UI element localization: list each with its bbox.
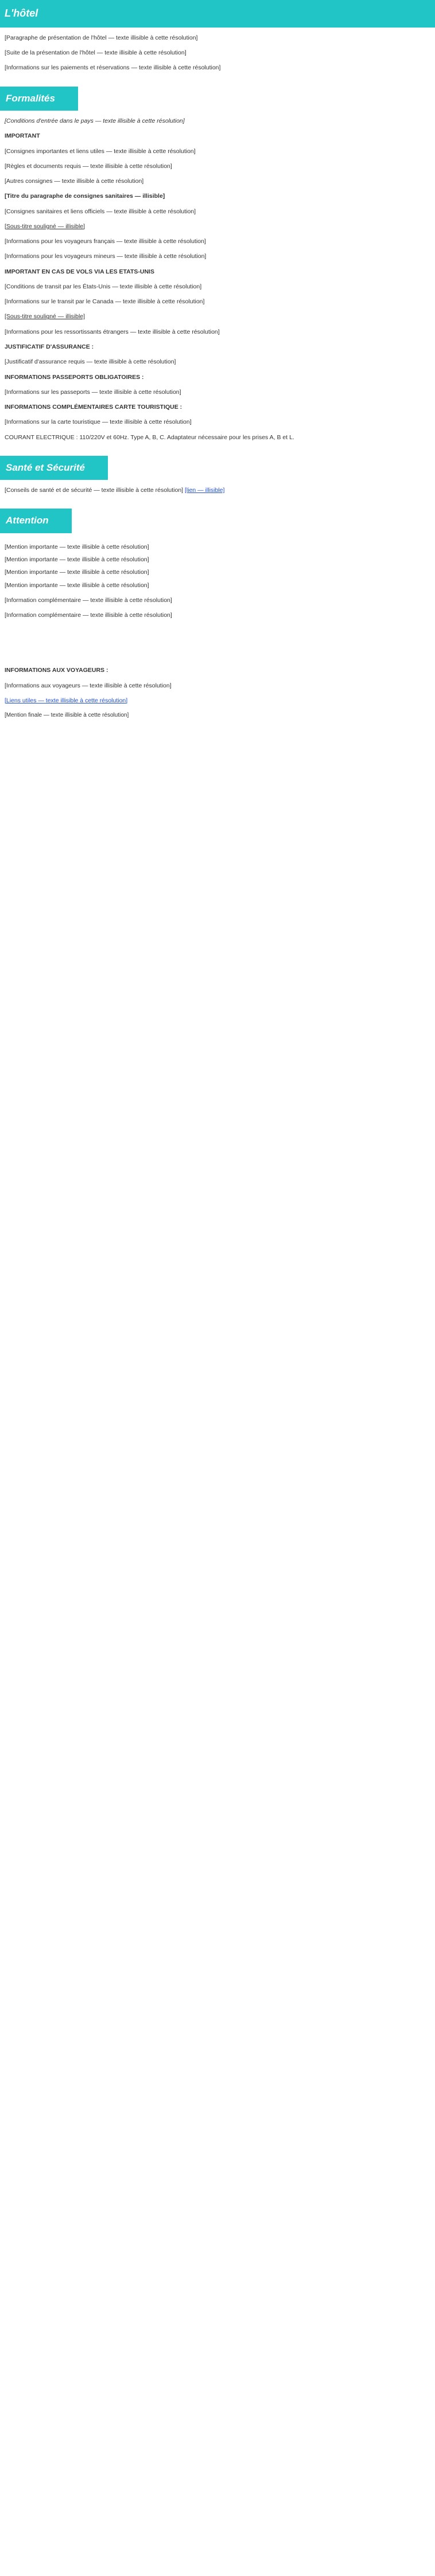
formalites-passeports-body: [Informations sur les passeports — texte illisible à cette résolution] bbox=[5, 388, 181, 396]
page bbox=[0, 0, 435, 734]
hotel-body bbox=[0, 28, 435, 87]
hotel-paragraph: [Informations sur les paiements et réservations — texte illisible à cette résolution] bbox=[5, 64, 221, 72]
section-attention bbox=[0, 509, 435, 733]
attention-item: [Mention importante — texte illisible à cette résolution] bbox=[5, 569, 149, 576]
sante-text: [Conseils de santé et de sécurité — texte illisible à cette résolution] bbox=[5, 487, 184, 494]
formalites-passeports-title: INFORMATIONS PASSEPORTS OBLIGATOIRES : bbox=[5, 373, 144, 381]
formalites-courant: COURANT ELECTRIQUE : 110/220V et 60Hz. Type A, B, C. Adaptateur nécessaire pour les prises A, B et L. bbox=[5, 433, 294, 441]
section-title-sante: Santé et Sécurité bbox=[0, 456, 108, 480]
formalites-body bbox=[0, 111, 435, 456]
sante-link[interactable]: [lien — illisible] bbox=[185, 487, 225, 494]
hotel-paragraph: [Paragraphe de présentation de l'hôtel — texte illisible à cette résolution] bbox=[5, 34, 198, 41]
hotel-paragraph: [Suite de la présentation de l'hôtel — texte illisible à cette résolution] bbox=[5, 49, 187, 57]
section-title-hotel: L'hôtel bbox=[0, 0, 435, 28]
attention-paragraph: [Information complémentaire — texte illisible à cette résolution] bbox=[5, 612, 172, 619]
attention-item: [Mention importante — texte illisible à cette résolution] bbox=[5, 581, 149, 589]
attention-spacer bbox=[5, 626, 430, 666]
attention-links-text[interactable]: [Liens utiles — texte illisible à cette résolution] bbox=[5, 697, 128, 704]
section-sante bbox=[0, 456, 435, 509]
formalites-important-rules: [Règles et documents requis — texte illisible à cette résolution] bbox=[5, 162, 172, 170]
formalites-important-title: IMPORTANT bbox=[5, 132, 40, 140]
formalites-covid-body: [Consignes sanitaires et liens officiels — texte illisible à cette résolution] bbox=[5, 208, 196, 215]
attention-body bbox=[0, 533, 435, 734]
formalites-covid-title: [Titre du paragraphe de consignes sanitaires — illisible] bbox=[5, 193, 165, 200]
attention-paragraph: [Information complémentaire — texte illisible à cette résolution] bbox=[5, 596, 172, 604]
formalites-minors: [Informations pour les voyageurs mineurs — texte illisible à cette résolution] bbox=[5, 253, 207, 260]
formalites-canada: [Informations sur le transit par le Canada — texte illisible à cette résolution] bbox=[5, 298, 205, 306]
formalites-important-body: [Consignes importantes et liens utiles — texte illisible à cette résolution] bbox=[5, 147, 196, 155]
section-formalites bbox=[0, 87, 435, 456]
formalites-important-rules-2: [Autres consignes — texte illisible à cette résolution] bbox=[5, 178, 144, 185]
attention-list bbox=[5, 542, 430, 590]
formalites-fr-body: [Informations pour les voyageurs français — texte illisible à cette résolution] bbox=[5, 238, 206, 245]
section-hotel bbox=[0, 0, 435, 87]
formalites-escale-title: IMPORTANT EN CAS DE VOLS VIA LES ETATS-UNIS bbox=[5, 268, 154, 275]
attention-item: [Mention importante — texte illisible à cette résolution] bbox=[5, 543, 149, 550]
section-title-attention: Attention bbox=[0, 509, 72, 533]
formalites-etrangers-body: [Informations pour les ressortissants étrangers — texte illisible à cette résolution] bbox=[5, 328, 220, 335]
formalites-intro: [Conditions d'entrée dans le pays — texte illisible à cette résolution] bbox=[5, 118, 185, 125]
formalites-fr-title: [Sous-titre souligné — illisible] bbox=[5, 222, 86, 230]
formalites-justificatif-title: JUSTIFICATIF D'ASSURANCE : bbox=[5, 343, 94, 351]
attention-footer: [Mention finale — texte illisible à cette résolution] bbox=[5, 712, 129, 719]
sante-body bbox=[0, 480, 435, 509]
formalites-justificatif-body: [Justificatif d'assurance requis — texte illisible à cette résolution] bbox=[5, 358, 176, 366]
sante-paragraph bbox=[5, 486, 430, 495]
formalites-carte-body: [Informations sur la carte touristique — texte illisible à cette résolution] bbox=[5, 419, 192, 426]
formalites-carte-title: INFORMATIONS COMPLÉMENTAIRES CARTE TOURISTIQUE : bbox=[5, 404, 182, 411]
attention-links bbox=[5, 696, 430, 705]
section-title-formalites: Formalités bbox=[0, 87, 78, 111]
attention-infos-body: [Informations aux voyageurs — texte illisible à cette résolution] bbox=[5, 682, 172, 689]
formalites-escale-body: [Conditions de transit par les États-Unis — texte illisible à cette résolution] bbox=[5, 283, 202, 290]
attention-item: [Mention importante — texte illisible à cette résolution] bbox=[5, 556, 149, 564]
attention-infos-title: INFORMATIONS AUX VOYAGEURS : bbox=[5, 667, 108, 674]
formalites-etrangers-title: [Sous-titre souligné — illisible] bbox=[5, 313, 86, 320]
